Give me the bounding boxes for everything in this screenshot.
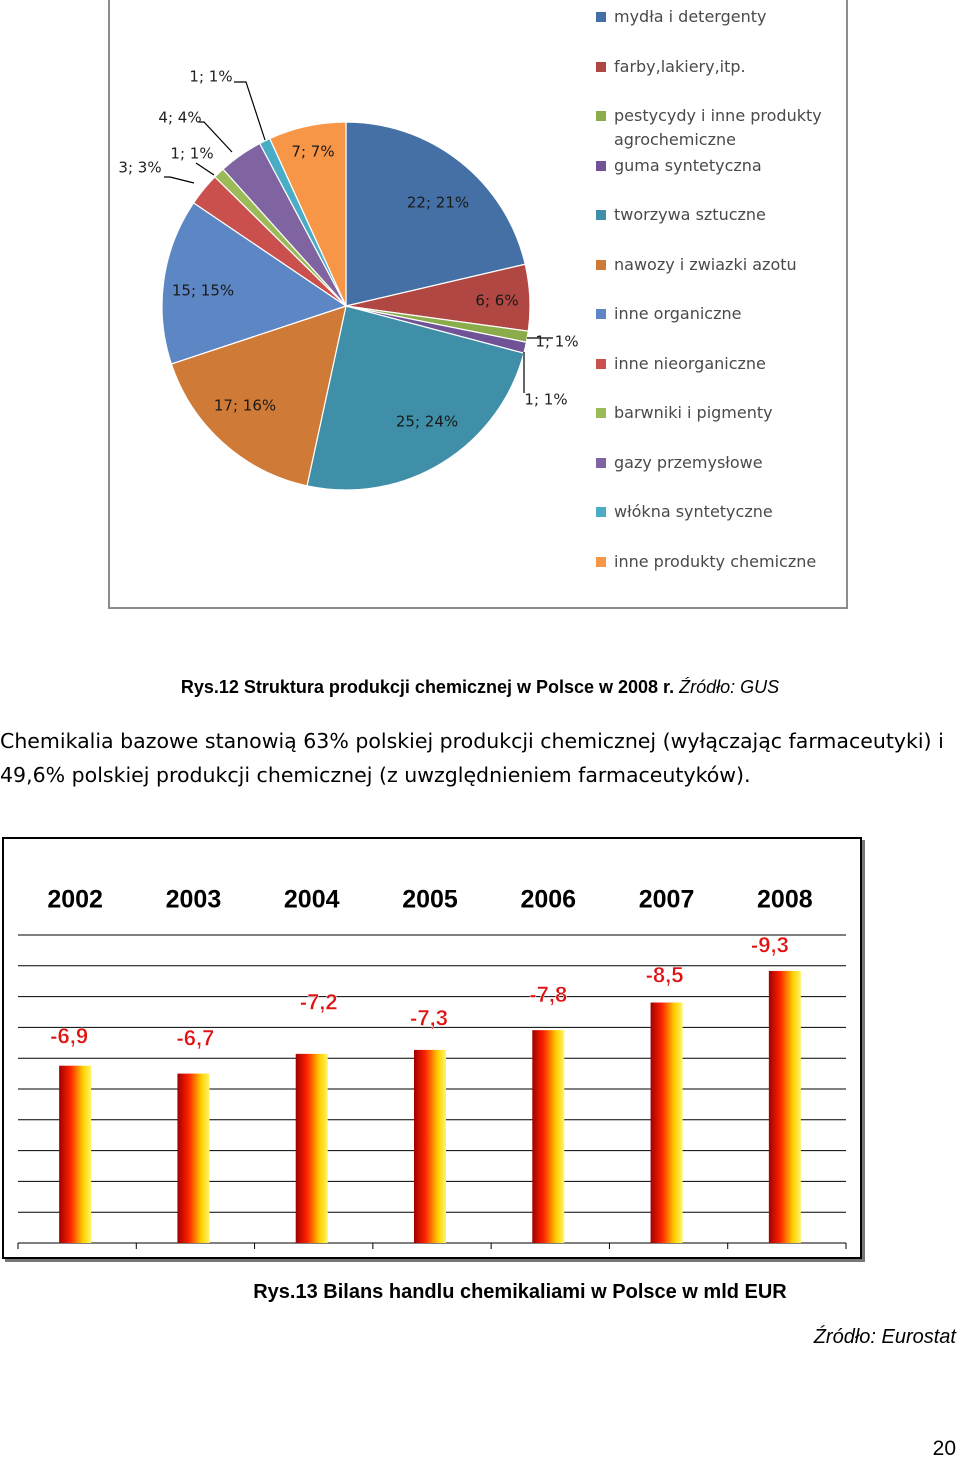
bar (177, 1074, 209, 1243)
bar-value-label: -7,3 (410, 1005, 448, 1031)
figure-13-caption: Rys.13 Bilans handlu chemikaliami w Polsce w mld EUR (253, 1281, 787, 1303)
legend-swatch (596, 507, 606, 517)
legend-swatch (596, 210, 606, 220)
legend-label: inne organiczne (614, 304, 742, 323)
bar-category-label: 2003 (165, 885, 222, 914)
bar-category-label: 2007 (638, 885, 695, 914)
figure-12-title: Rys.12 Struktura produkcji chemicznej w Polsce w 2008 r. (180, 677, 675, 697)
legend-swatch (596, 557, 606, 567)
bar-value-label: -7,2 (299, 989, 338, 1015)
legend-swatch (596, 12, 606, 22)
bar-value-label: -9,3 (750, 932, 789, 958)
pie-data-label: 1; 1% (170, 144, 214, 163)
pie-data-label: 25; 24% (395, 412, 459, 431)
legend-label: tworzywa sztuczne (614, 205, 766, 224)
legend-swatch (596, 408, 606, 418)
legend-label: nawozy i zwiazki azotu (614, 255, 797, 274)
legend-swatch (596, 111, 606, 121)
page-number: 20 (932, 1437, 956, 1460)
pie-data-label: 3; 3% (118, 158, 162, 177)
legend-swatch (596, 161, 606, 171)
legend-label: inne nieorganiczne (614, 354, 766, 373)
legend-label: farby,lakiery,itp. (614, 57, 746, 76)
legend-swatch (596, 62, 606, 72)
bar-chart (4, 839, 864, 1261)
bar-chart-frame (2, 837, 862, 1259)
bar-category-label: 2006 (520, 885, 577, 914)
legend-label: włókna syntetyczne (614, 502, 773, 521)
figure-12-source: Źródło: GUS (679, 677, 780, 697)
bar-value-label: -7,8 (529, 981, 568, 1007)
paragraph-line-1: Chemikalia bazowe stanowią 63% polskiej produkcji chemicznej (wyłączając farmaceutyki) i (0, 729, 944, 753)
pie-data-label: 1; 1% (189, 67, 233, 86)
legend-swatch (596, 260, 606, 270)
bar-category-label: 2005 (402, 885, 458, 914)
legend-swatch (596, 359, 606, 369)
legend-swatch (596, 309, 606, 319)
paragraph-line-2: 49,6% polskiej produkcji chemicznej (z uwzględnieniem farmaceutyków). (0, 763, 751, 787)
pie-data-label: 7; 7% (291, 142, 335, 161)
legend-label: guma syntetyczna (614, 156, 762, 175)
pie-data-label: 6; 6% (475, 291, 519, 310)
legend-label: pestycydy i inne produkty agrochemiczne (614, 106, 822, 149)
bar (296, 1054, 328, 1243)
bar-value-label: -6,9 (50, 1023, 89, 1049)
pie-data-label: 22; 21% (406, 193, 470, 212)
pie-data-label: 17; 16% (213, 396, 277, 415)
bar-category-label: 2008 (757, 885, 813, 914)
bar-category-label: 2002 (47, 885, 103, 914)
legend-label: mydła i detergenty (614, 7, 767, 26)
pie-leader-line (234, 82, 265, 140)
bar-value-label: -8,5 (645, 962, 684, 988)
body-paragraph (0, 724, 960, 792)
pie-data-label: 1; 1% (524, 390, 568, 409)
pie-data-label: 15; 15% (171, 281, 235, 300)
bar (769, 971, 801, 1243)
pie-legend (596, 0, 856, 600)
legend-label: inne produkty chemiczne (614, 552, 817, 571)
figure-12-caption (0, 677, 960, 698)
pie-leader-line (164, 177, 194, 183)
legend-label: barwniki i pigmenty (614, 403, 773, 422)
pie-data-label: 4; 4% (158, 108, 202, 127)
bar (532, 1030, 564, 1243)
pie-leader-line (196, 163, 214, 175)
bar-category-label: 2004 (283, 885, 340, 914)
bar (59, 1066, 91, 1243)
legend-label: gazy przemysłowe (614, 453, 763, 472)
legend-swatch (596, 458, 606, 468)
bar (651, 1003, 683, 1243)
figure-13-source: Źródło: Eurostat (813, 1326, 956, 1348)
bar-value-label: -6,7 (176, 1025, 215, 1051)
pie-data-label: 1; 1% (535, 332, 579, 351)
bar (414, 1050, 446, 1243)
